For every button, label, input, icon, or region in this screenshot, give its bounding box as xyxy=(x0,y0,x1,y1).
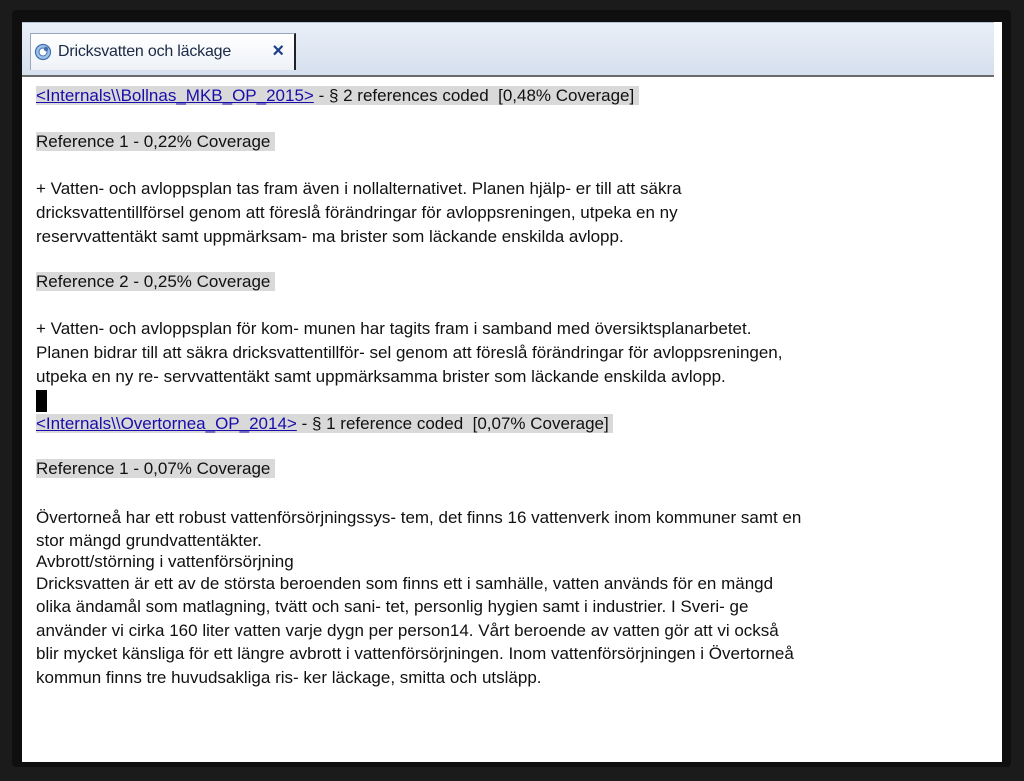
reference-heading xyxy=(36,457,275,481)
reference-heading xyxy=(36,270,275,294)
text-line: kommun finns tre huvudsakliga ris- ker läckage, smitta och utsläpp. xyxy=(36,667,542,687)
source-summary: - § 1 reference coded [0,07% Coverage] xyxy=(296,414,614,433)
document-window xyxy=(22,22,1002,762)
text-line: stor mängd grundvattentäkter. xyxy=(36,530,262,550)
source-link-bollnas[interactable]: <Internals\\Bollnas_MKB_OP_2015> xyxy=(36,86,314,105)
text-line: Avbrott/störning i vattenförsörjning xyxy=(36,551,294,571)
text-line: Övertorneå har ett robust vattenförsörjningssys- tem, det finns 16 vattenverk inom kommuner samt en xyxy=(36,508,802,527)
close-icon[interactable]: × xyxy=(272,40,284,62)
source-summary: - § 2 references coded [0,48% Coverage] xyxy=(313,86,639,105)
reference-heading xyxy=(36,130,275,154)
source-header xyxy=(36,412,613,436)
reference-text xyxy=(36,317,986,389)
tab-dricksvatten[interactable] xyxy=(30,33,296,70)
source-link-overtornea[interactable]: <Internals\\Overtornea_OP_2014> xyxy=(36,414,297,433)
tab-bar xyxy=(22,22,994,77)
text-line: använder vi cirka 160 liter vatten varje dygn per person14. Vårt beroende av vatten gör att vi också xyxy=(36,620,779,640)
text-line: + Vatten- och avloppsplan tas fram även i nollalternativet. Planen hjälp- er till att säkra xyxy=(36,179,682,198)
reference-heading-label: Reference 1 - 0,22% Coverage xyxy=(36,132,276,151)
text-line: blir mycket känsliga för ett längre avbrott i vattenförsörjningen. Inom vattenförsörjningen i Övertorneå xyxy=(36,644,794,663)
reference-text xyxy=(36,506,986,689)
text-cursor xyxy=(36,390,47,412)
reference-text xyxy=(36,177,986,249)
text-line: dricksvattentillförsel genom att föreslå förändringar för avloppsreningen, utpeka en ny xyxy=(36,203,678,222)
text-line: reservvattentäkt samt uppmärksam- ma brister som läckande enskilda avlopp. xyxy=(36,227,624,246)
text-line: + Vatten- och avloppsplan för kom- munen har tagits fram i samband med översiktsplanarbetet. xyxy=(36,319,752,338)
reference-heading-label: Reference 2 - 0,25% Coverage xyxy=(36,272,276,291)
reference-heading-label: Reference 1 - 0,07% Coverage xyxy=(36,459,276,478)
text-line: Dricksvatten är ett av de största beroenden som finns ett i samhälle, vatten används för en mängd xyxy=(36,573,774,593)
node-icon xyxy=(34,43,52,61)
text-line: utpeka en ny re- servvattentäkt samt uppmärksamma brister som läckande enskilda avlopp. xyxy=(36,367,726,386)
text-line: olika ändamål som matlagning, tvätt och sani- tet, personlig hygien samt i industrier. I Sveri- ge xyxy=(36,597,749,616)
tab-title: Dricksvatten och läckage xyxy=(58,43,232,60)
text-line: Planen bidrar till att säkra dricksvattentillför- sel genom att föreslå förändringar för avloppsreningen, xyxy=(36,343,783,362)
source-header xyxy=(36,84,639,108)
